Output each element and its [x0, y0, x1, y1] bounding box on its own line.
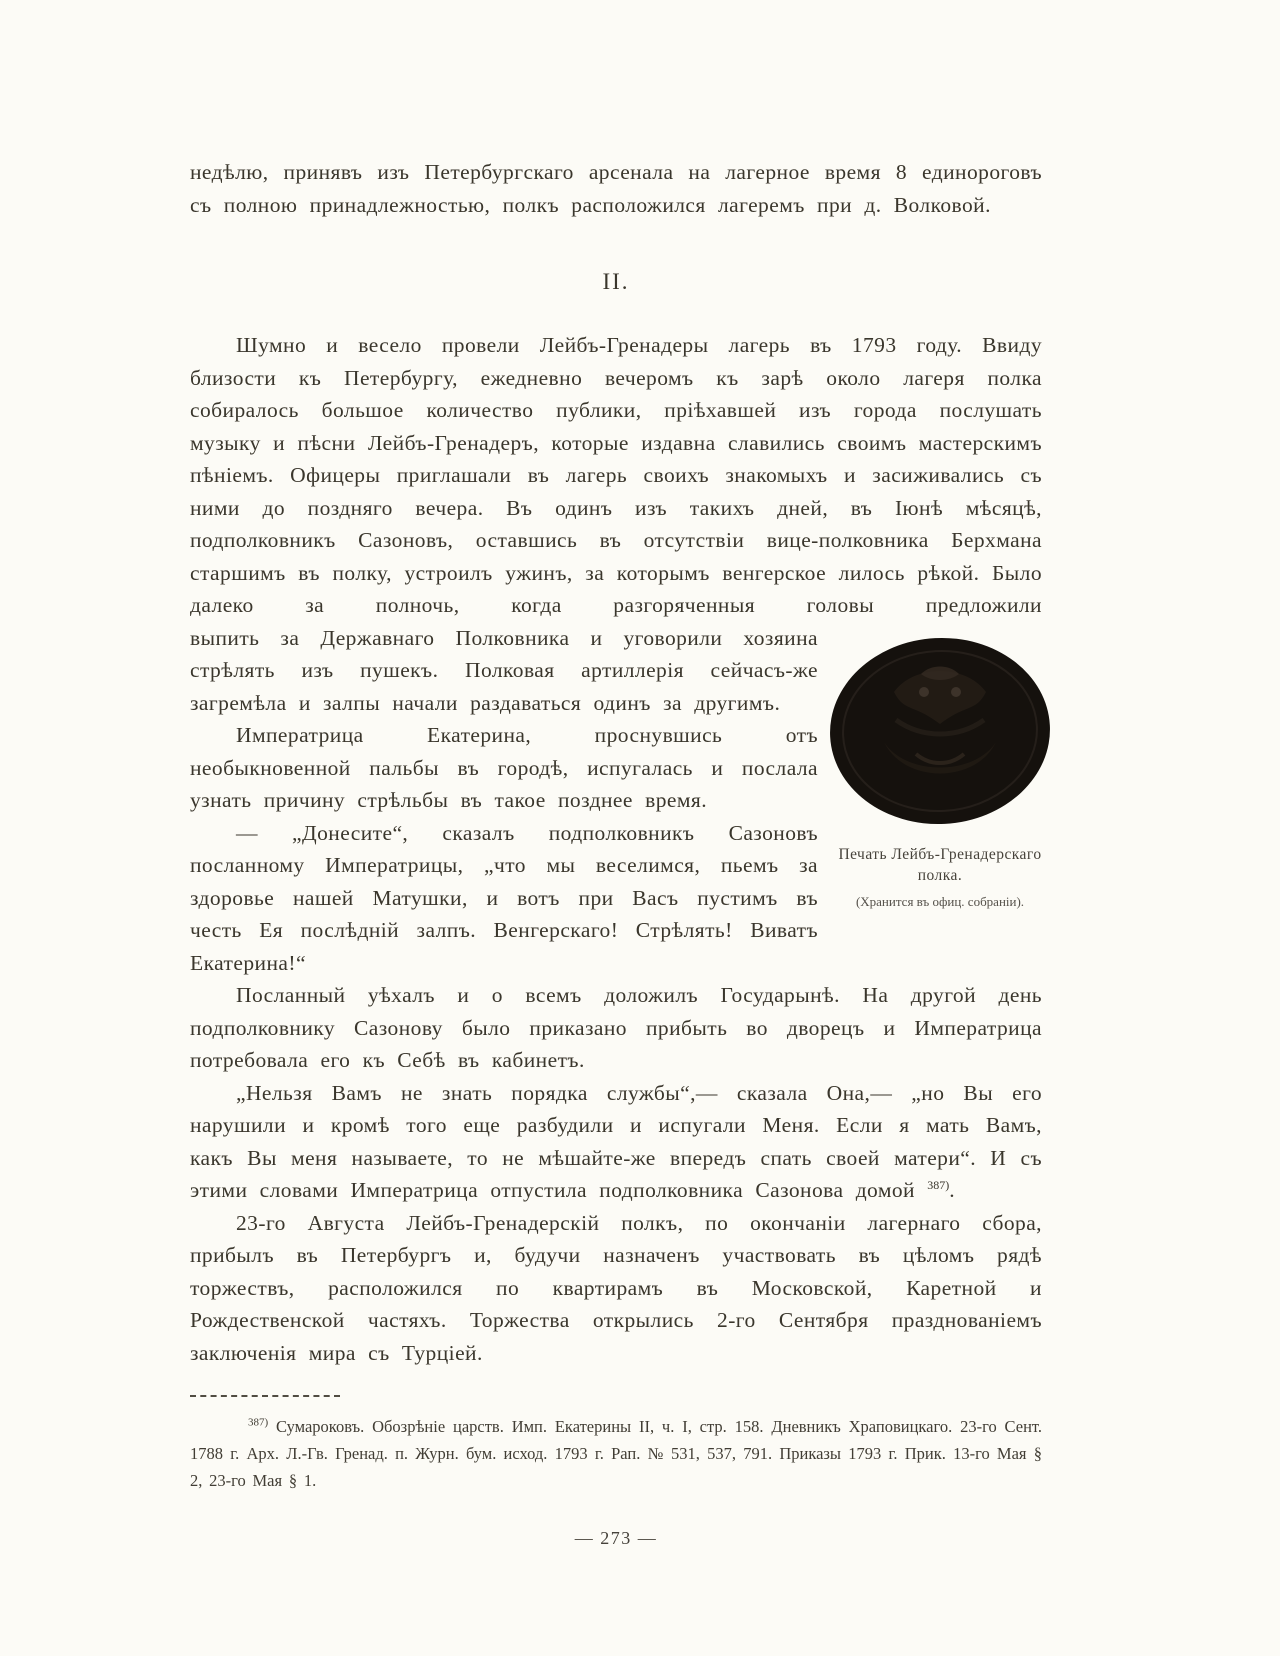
seal-figure	[818, 622, 1062, 910]
footnote-text: Сумароковъ. Обозрѣніе царств. Имп. Екатерины II, ч. I, стр. 158. Дневникъ Храповицкаго. 23-го Сент. 1788 г. Арх. Л.-Гв. Гренад. п. Журн. бум. исход. 1793 г. Рап. № 531, 537, 791. Приказы 1793 г. Прик. 13-го Мая § 2, 23-го Мая § 1.	[190, 1417, 1042, 1490]
seal-note: (Хранится въ офиц. собраніи).	[855, 893, 1025, 909]
page-number: — 273 —	[574, 1528, 658, 1548]
regimental-seal-image	[826, 634, 1054, 828]
seal-caption: Печать Лейбъ-Гренадерскаго полка.	[838, 845, 1042, 884]
paragraph-continuation: недѣлю, принявъ изъ Петербургскаго арсенала на лагерное время 8 единороговъ съ полною принадлежностью, полкъ расположился лагеремъ при д. Волковой.	[190, 160, 1042, 217]
text-and-seal-row	[190, 622, 1042, 980]
section-heading: II.	[602, 269, 630, 294]
paragraph-empress: Императрица Екатерина, проснувшись отъ необыкновенной пальбы въ городѣ, испугалась и послала узнать причину стрѣльбы въ такое позднее время.	[190, 723, 818, 812]
paragraph-camp: Шумно и весело провели Лейбъ-Гренадеры лагерь въ 1793 году. Ввиду близости къ Петербургу, ежедневно вечеромъ къ зарѣ около лагеря полка собиралось большое количество публики, пріѣхавшей изъ города послушать музыку и пѣсни Лейбъ-Гренадеръ, которые издавна славились своимъ мастерскимъ пѣніемъ. Офицеры приглашали въ лагерь своихъ знакомыхъ и засиживались съ ними до поздняго вечера. Въ одинъ изъ такихъ дней, въ Іюнѣ мѣсяцѣ, подполковникъ Сазоновъ, оставшись въ отсутствіи вице-полковника Берхмана старшимъ въ полку, устроилъ ужинъ, за которымъ венгерское лилось рѣкой. Было далеко за полночь, когда разгоряченныя головы предложили	[190, 333, 1042, 617]
wrapped-text-column	[190, 622, 818, 980]
paragraph-camp-wrapped: выпить за Державнаго Полковника и уговорили хозяина стрѣлять изъ пушекъ. Полковая артиллерія сейчасъ-же загремѣла и залпы начали раздаваться одинъ за другимъ.	[190, 625, 818, 715]
footnote-reference: 387)	[927, 1177, 950, 1192]
paragraph-rebuke-text: „Нельзя Вамъ не знать порядка службы“,— сказала Она,— „но Вы его нарушили и кромѣ того еще разбудили и испугали Меня. Если я мать Вамъ, какъ Вы меня называете, то не мѣшайте-же впередъ спать своей матери“. И съ этими словами Императрица отпустила подполковника Сазонова домой	[190, 1080, 1042, 1202]
paragraph-quote: — „Донесите“, сказалъ подполковникъ Сазоновъ посланному Императрицы, „что мы веселимся, пьемъ за здоровье нашей Матушки, и вотъ при Васъ пустимъ въ честь Ея послѣдній залпъ. Венгерскаго! Стрѣлять! Виватъ Екатерина!“	[190, 820, 818, 975]
paragraph-rebuke-tail: .	[949, 1178, 956, 1202]
footnote-marker: 387)	[248, 1416, 269, 1429]
footnote-separator	[190, 1395, 340, 1397]
paragraph-rebuke	[190, 1077, 1042, 1207]
paragraph-messenger: Посланный уѣхалъ и о всемъ доложилъ Государынѣ. На другой день подполковнику Сазонову было приказано прибыть во дворецъ и Императрица потребовала его къ Себѣ въ кабинетъ.	[190, 983, 1042, 1072]
paragraph-august: 23-го Августа Лейбъ-Гренадерскій полкъ, по окончаніи лагернаго сбора, прибылъ въ Петербургъ и, будучи назначенъ участвовать въ цѣломъ рядѣ торжествъ, расположился по квартирамъ въ Московской, Каретной и Рождественской частяхъ. Торжества открылись 2-го Сентября празднованіемъ заключенія мира съ Турціей.	[190, 1210, 1042, 1365]
footnote	[190, 1413, 1042, 1494]
